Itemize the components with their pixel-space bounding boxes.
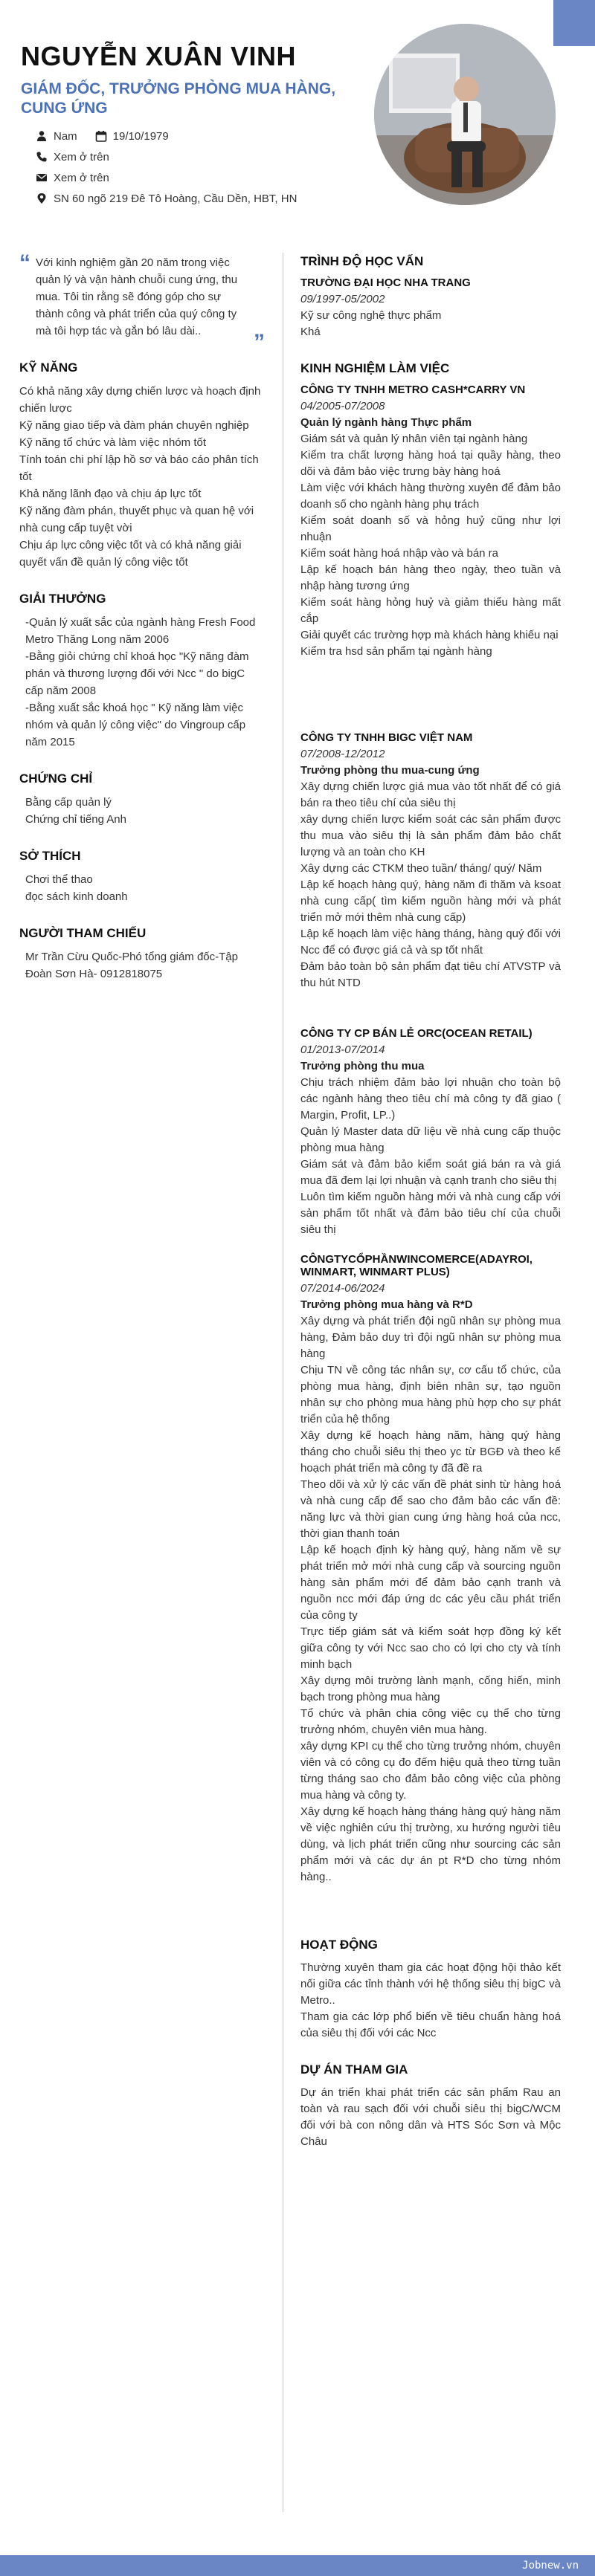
quote-close-icon: ” [254,330,265,355]
job-period: 07/2014-06/2024 [300,1282,385,1295]
avatar [374,24,556,205]
left-column [19,250,265,983]
user-icon [36,130,48,142]
projects-section [300,2062,561,2150]
job-description: Xây dựng chiến lược giá mua vào tốt nhất để có giá bán ra theo tiêu chí của siêu thị xây dựng chiến lược kiểm soát các sản phẩm được thu mua vào siêu thị là sản phẩm đảm bảo chất lượng và an toàn cho KH Xây dựng các CTKM theo tuần/ tháng/ quý/ Năm Lập kế hoạch hàng quý, hàng năm đi thăm và ksoat nhà cung cấp( tìm kiếm nguồn hàng mới và phát triển mở mới thêm nhà cung cấp) Lập kế hoạch làm việc hàng tháng, hàng quý đối với Ncc để có được giá cả và sp tốt nhất Đảm bảo toàn bộ sản phẩm đạt tiêu chí ATVSTP và thu hút NTD [300,780,561,989]
job-description: Xây dựng và phát triển đội ngũ nhân sự phòng mua hàng, Đảm bảo duy trì đội ngũ nhân sự phòng mua hàng Chịu TN về công tác nhân sự, cơ cấu tổ chức, của phòng mua hàng, định biên nhân sự, tạo nguồn nhân sự cho phòng mua hàng phù hợp cho sự phát triển của hệ thống Xây dựng kế hoạch hàng năm, hàng quý hàng tháng cho chuỗi siêu thị theo yc từ BGĐ và theo kế hoạch phát triển mà công ty đã đề ra Theo dõi và xử lý các vấn đề phát sinh từ hàng hoá và nhà cung cấp để sao cho đảm bảo các vấn đề: năng lực và thời gian cung ứng hàng hoá của ncc, thời gian thanh toán Lập kế hoạch định kỳ hàng quý, hàng năm về sự phát triển mở mới nhà cung cấp và sourcing nguồn hàng sản phẩm mới để đảm bảo cạnh tranh và nguồn ncc mới đáp ứng dc các yêu cầu phát triển của công ty Trực tiếp giám sát và kiểm soát hợp đồng ký kết giữa công ty với Ncc sao cho có lợi cho cty và tính minh bạch Xây dựng môi trường lành mạnh, cống hiến, minh bạch trong phòng mua hàng Tổ chức và phân chia công việc cụ thể cho từng trưởng nhóm, chuyên viên mua hàng. xây dựng KPI cụ thể cho từng trưởng nhóm, chuyên viên và có công cụ đo đếm hiệu quả theo từng tuần từng tháng sao cho đảm bảo công việc của phòng mua hàng và công ty. Xây dựng kế hoạch hàng tháng hàng quý hàng năm về việc nghiên cứu thị trường, xu hướng người tiêu dùng, và lịch phát triển cũng như sourcing các sản phẩm mới và các dự án pt R*D cho từng nhóm hàng.. [300,1315,561,1883]
location-icon [36,192,48,204]
job-period: 07/2008-12/2012 [300,748,385,760]
section-title: CHỨNG CHỈ [19,771,93,786]
skills-text: Có khả năng xây dựng chiến lược và hoạch định chiến lược Kỹ năng giao tiếp và đàm phán chuyên nghiệp Kỹ năng tổ chức và làm việc nhóm tốt Tính toán chi phí lập hồ sơ và báo cáo phân tích tốt Khả năng lãnh đạo và chịu áp lực tốt Kỹ năng đàm phán, thuyết phục và quan hệ với nhà cung cấp tuyệt vời Chịu áp lực công việc tốt và có khả năng giải quyết vấn đề quản lý công việc tốt [19,385,261,569]
section-title: NGƯỜI THAM CHIẾU [19,926,147,940]
email-field: Xem ở trên [21,172,109,184]
footer-brand[interactable]: Jobnew.vn [522,2560,579,2572]
section-title: DỰ ÁN THAM GIA [300,2062,408,2077]
calendar-icon [95,130,107,142]
school-name: TRƯỜNG ĐẠI HỌC NHA TRANG [300,276,471,289]
company-name: CÔNG TY CP BÁN LẺ ORC(OCEAN RETAIL) [300,1027,533,1040]
education-major: Kỹ sư công nghệ thực phẩm [300,309,442,322]
hobbies-text: Chơi thể thao đọc sách kinh doanh [25,873,128,903]
job-role: Trưởng phòng thu mua-cung ứng [300,764,480,777]
certificates-text: Bằng cấp quản lý Chứng chỉ tiếng Anh [25,796,126,826]
right-column [300,254,561,2150]
quote-open-icon: “ [19,250,30,275]
job-period: 04/2005-07/2008 [300,400,385,412]
company-name: CÔNG TY TNHH METRO CASH*CARRY VN [300,384,526,396]
company-name: CÔNGTYCỔPHẦNWINCOMERCE(ADAYROI, WINMART, WINMART PLUS) [300,1253,533,1278]
education-section [300,254,561,340]
skills-section [19,360,265,571]
address-field: SN 60 ngõ 219 Đê Tô Hoàng, Cầu Dền, HBT, HN [21,192,297,205]
job-description: Giám sát và quản lý nhân viên tại ngành hàng Kiểm tra chất lượng hàng hoá tại quầy hàng, theo dõi và đảm bảo việc trưng bày hàng hoá Làm việc với khách hàng thường xuyên để đảm bảo doanh số cho ngành hàng phụ trách Kiểm soát doanh số và hỏng huỷ cũng như lợi nhuận Kiểm soát hàng hoá nhập vào và bán ra Lập kế hoạch bán hàng theo ngày, theo tuần và nhập hàng tương ứng Kiểm soát hàng hỏng huỷ và giảm thiểu hàng mất cắp Giải quyết các trường hợp mà khách hàng khiếu nại Kiểm tra hsd sản phẩm tại ngành hàng [300,433,561,658]
birthdate-field: 19/10/1979 [95,130,169,143]
section-title: KINH NGHIỆM LÀM VIỆC [300,361,450,375]
footer-band [0,2555,595,2576]
job-period: 01/2013-07/2014 [300,1043,385,1056]
career-objective: “ Với kinh nghiệm gần 20 năm trong việc quản lý và vận hành chuỗi cung ứng, thu mua. Tôi tin rằng sẽ đóng góp cho sự thành công và phát triển của quý công ty mà tôi hợp tác và gắn bó lâu dài.. ” [19,250,265,355]
section-title: GIẢI THƯỞNG [19,592,106,606]
job-description: Chịu trách nhiệm đảm bảo lợi nhuận cho toàn bộ các ngành hàng theo tiêu chí mà công ty đã giao ( Margin, Profit, LP..) Quản lý Master data dữ liệu về nhà cung cấp thuộc phòng mua hàng Giám sát và đảm bảo kiểm soát giá bán ra và giá mua đã đem lại lợi nhuận và cạnh tranh cho siêu thị Luôn tìm kiếm nguồn hàng mới và nhà cung cấp với sản phẩm tốt nhất và đảm bảo tiêu chí của chuỗi siêu thị [300,1076,561,1236]
job-entry [300,1253,561,1886]
company-name: CÔNG TY TNHH BIGC VIỆT NAM [300,731,473,744]
awards-section [19,592,265,751]
section-title: HOẠT ĐỘNG [300,1938,378,1952]
job-role: Quản lý ngành hàng Thực phẩm [300,416,472,429]
section-title: TRÌNH ĐỘ HỌC VẤN [300,254,424,268]
job-role: Trưởng phòng thu mua [300,1060,425,1072]
envelope-icon [36,172,48,184]
contact-info [21,126,370,209]
gender-field: Nam [21,130,77,143]
activities-text: Thường xuyên tham gia các hoạt động hội thảo kết nối giữa các tỉnh thành với hệ thống siêu thị bigC và Metro.. Tham gia các lớp phổ biến về tiêu chuẩn hàng hoá của siêu thị đối với các Ncc [300,1961,561,2039]
corner-accent [553,0,595,46]
phone-icon [36,151,48,163]
profile-header [21,41,370,209]
education-period: 09/1997-05/2002 [300,293,385,305]
references-section [19,926,265,983]
awards-text: -Quản lý xuất sắc của ngành hàng Fresh Food Metro Thăng Long năm 2006 -Bằng giỏi chứng chỉ khoá học "Kỹ năng đàm phán và thương lượng đối với Ncc " do bigC cấp năm 2008 -Bằng xuất sắc khoá học " Kỹ năng làm việc nhóm và quản lý công việc" do Vingroup cấp năm 2015 [25,616,256,748]
section-title: SỞ THÍCH [19,849,81,863]
full-name: NGUYỄN XUÂN VINH [21,41,297,71]
hobbies-section [19,849,265,905]
phone-field: Xem ở trên [21,151,109,164]
job-entry [300,1027,561,1238]
job-entry [300,731,561,991]
activities-section [300,1938,561,2042]
references-text: Mr Trần Cừu Quốc-Phó tổng giám đốc-Tập Đoàn Sơn Hà- 0912818075 [25,951,238,980]
section-title: KỸ NĂNG [19,360,78,375]
certificates-section [19,771,265,828]
projects-text: Dự án triển khai phát triển các sản phẩm Rau an toàn và rau sạch đối với chuỗi siêu thị bigC/WCM đối với bà con nông dân và HTS Sóc Sơn và Mộc Châu [300,2086,561,2148]
job-title: GIÁM ĐỐC, TRƯỞNG PHÒNG MUA HÀNG, CUNG ỨNG [21,80,336,117]
job-entry [300,384,561,660]
job-role: Trưởng phòng mua hàng và R*D [300,1298,473,1311]
experience-section [300,361,561,1886]
education-grade: Khá [300,326,321,338]
